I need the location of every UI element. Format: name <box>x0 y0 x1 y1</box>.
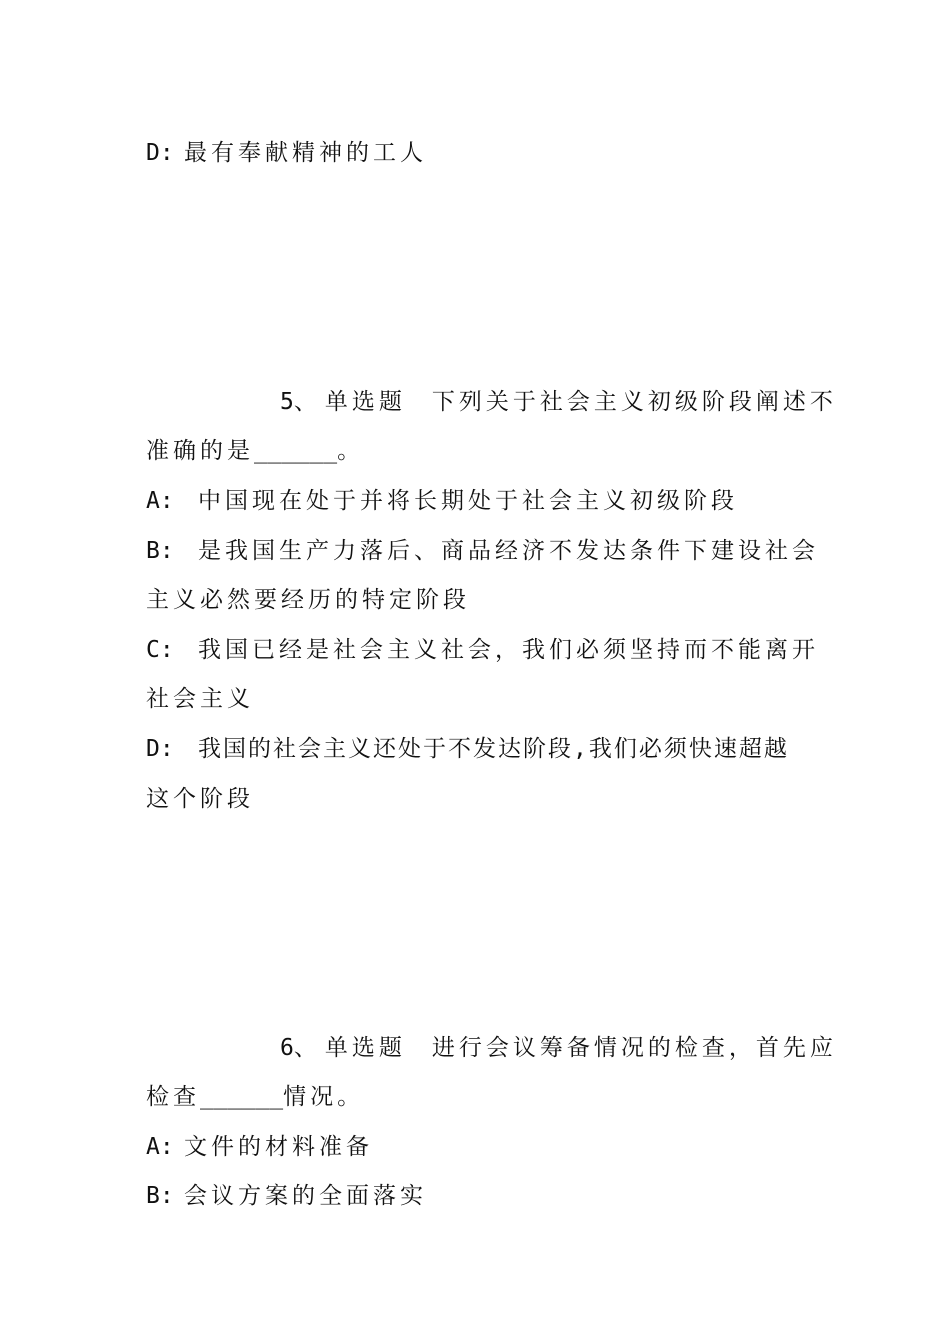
q5-option-b-line-1 <box>146 536 819 566</box>
question-stem-end: 情况。 <box>283 1084 365 1110</box>
option-label: D: <box>146 140 174 166</box>
option-text: 我国的社会主义还处于不发达阶段,我们必须快速超越 <box>198 736 789 762</box>
question-number: 6、 <box>280 1035 317 1061</box>
q5-option-d-line-1 <box>146 734 806 764</box>
q5-option-a <box>146 486 806 516</box>
option-text: 中国现在处于并将长期处于社会主义初级阶段 <box>198 488 738 514</box>
option-text-cont: 主义必然要经历的特定阶段 <box>146 587 470 613</box>
question-stem-cont: 检查 <box>146 1084 200 1110</box>
option-text: 文件的材料准备 <box>184 1134 373 1160</box>
answer-blank: ______ <box>200 1084 284 1110</box>
question-6-stem-line-1 <box>280 1033 837 1063</box>
option-label: A: <box>146 488 174 514</box>
question-number: 5、 <box>280 389 317 415</box>
option-text: 最有奉献精神的工人 <box>184 140 427 166</box>
option-text: 会议方案的全面落实 <box>184 1183 427 1209</box>
question-stem-end: 。 <box>337 438 365 464</box>
option-label: C: <box>146 637 174 663</box>
question-stem: 进行会议筹备情况的检查，首先应 <box>431 1035 837 1061</box>
option-label: B: <box>146 538 174 564</box>
question-type: 单选题 <box>324 389 406 415</box>
q5-option-c-line-2 <box>146 684 806 714</box>
question-type: 单选题 <box>324 1035 406 1061</box>
option-label: D: <box>146 736 174 762</box>
option-text: 我国已经是社会主义社会，我们必须坚持而不能离开 <box>198 637 819 663</box>
question-5-stem-line-2 <box>146 436 806 466</box>
q5-option-b-line-2 <box>146 585 806 615</box>
option-label: A: <box>146 1134 174 1160</box>
option-text-cont: 这个阶段 <box>146 786 254 812</box>
q5-option-c-line-1 <box>146 635 819 665</box>
option-label: B: <box>146 1183 174 1209</box>
q5-option-d-line-2 <box>146 784 806 814</box>
question-stem: 下列关于社会主义初级阶段阐述不 <box>431 389 837 415</box>
option-text: 是我国生产力落后、商品经济不发达条件下建设社会 <box>198 538 819 564</box>
question-6-stem-line-2 <box>146 1082 806 1112</box>
answer-blank: ______ <box>254 438 338 464</box>
question-5-stem-line-1 <box>280 387 837 417</box>
question-stem-cont: 准确的是 <box>146 438 254 464</box>
option-d-prev <box>146 138 806 168</box>
q6-option-b <box>146 1181 806 1211</box>
q6-option-a <box>146 1132 806 1162</box>
option-text-cont: 社会主义 <box>146 686 254 712</box>
